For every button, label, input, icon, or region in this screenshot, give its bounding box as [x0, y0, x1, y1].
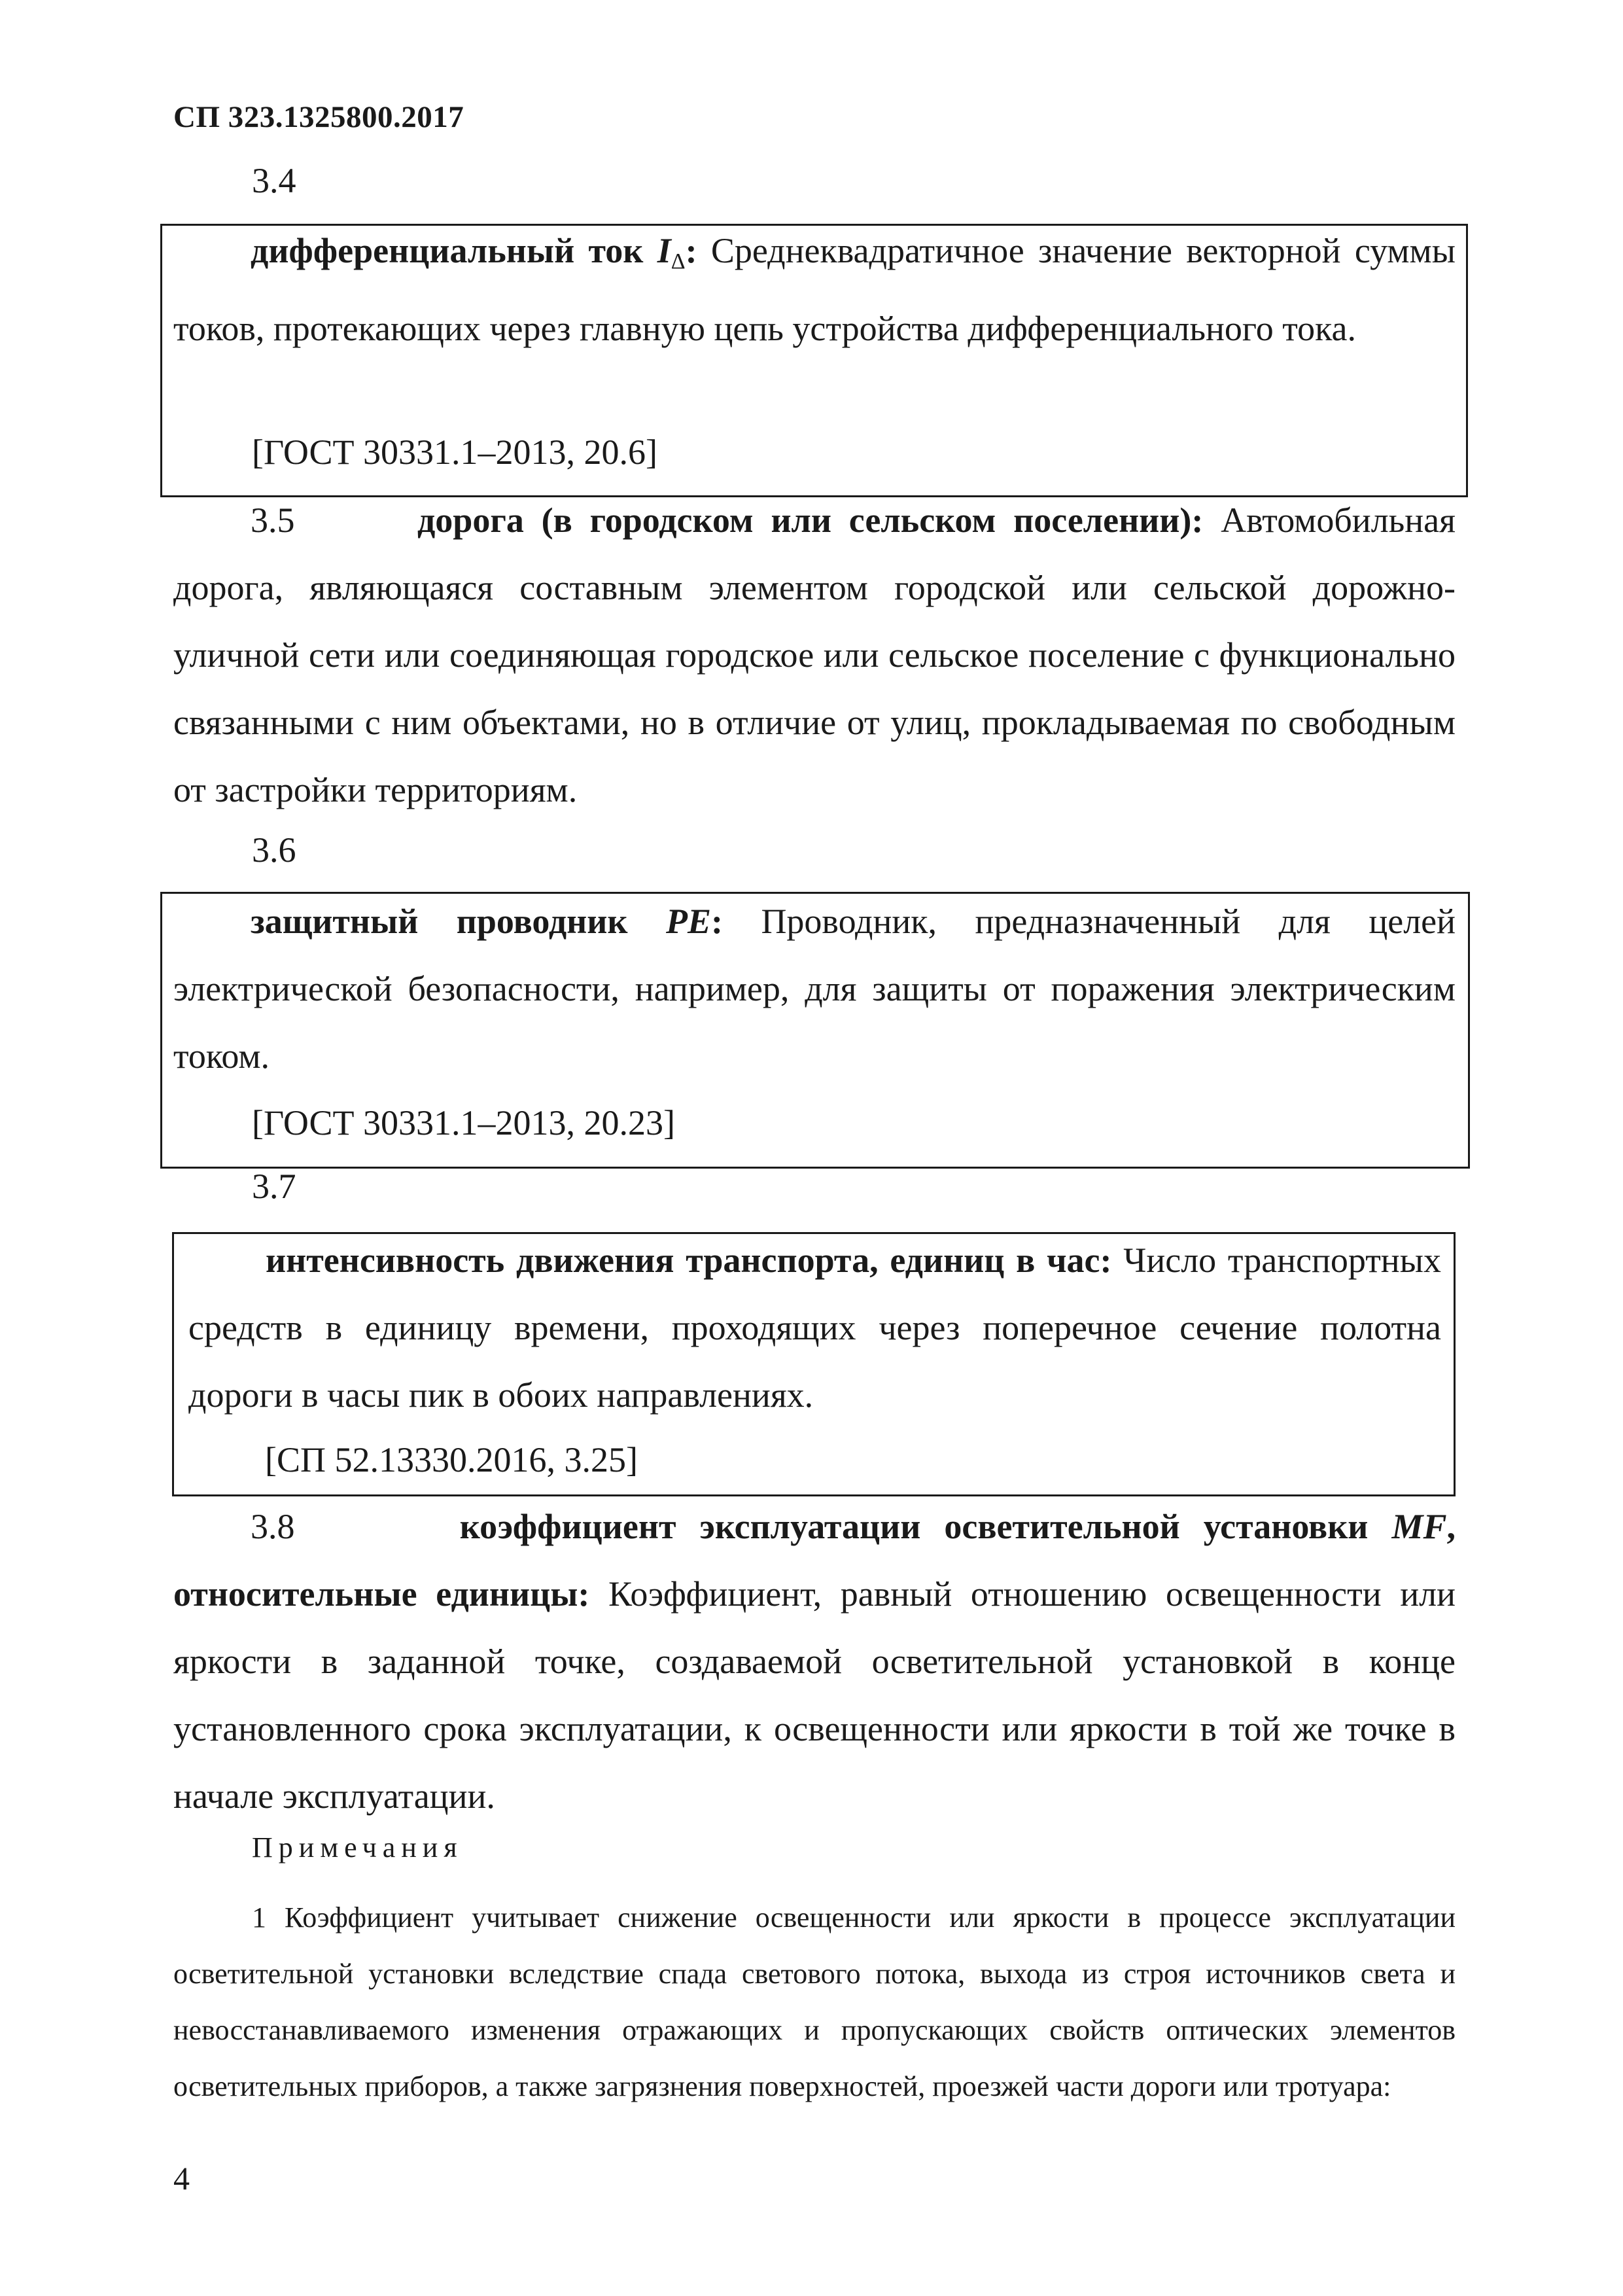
- symbol-pe: PE: [665, 902, 711, 941]
- section-3-6-definition: [173, 888, 1456, 1090]
- section-3-8-number: 3.8: [251, 1507, 295, 1546]
- page-number: 4: [173, 2160, 190, 2197]
- section-3-4-number: 3.4: [252, 161, 296, 200]
- notes-title: Примечания: [252, 1831, 463, 1863]
- section-3-6-reference: [ГОСТ 30331.1–2013, 20.23]: [252, 1103, 675, 1142]
- section-3-5-number: 3.5: [251, 501, 295, 540]
- note-item-1: 1 Коэффициент учитывает снижение освещенности или яркости в процессе эксплуатации осветительной установки вследствие спада светового потока, выхода из строя источников света и невосстанавливаемого изменения отражающих и пропускающих свойств оптических элементов осветительных приборов, а также загрязнения поверхностей, проезжей части дороги или тротуара:: [173, 1901, 1456, 2102]
- term-maintenance-factor: коэффициент эксплуатации осветительной установки: [459, 1507, 1369, 1546]
- definition-text: Среднеквадратичное значение векторной суммы токов, протекающих через главную цепь устройства дифференциального тока.: [173, 231, 1456, 348]
- term-road: дорога (в городском или сельском поселении):: [417, 501, 1204, 540]
- definition-text: Коэффициент, равный отношению освещенности или яркости в заданной точке, создаваемой осветительной установкой в конце установленного срока эксплуатации, к освещенности или яркости в той же точке в начале эксплуатации.: [173, 1574, 1456, 1816]
- section-3-4-definition: [173, 217, 1456, 362]
- section-3-7-number: 3.7: [252, 1167, 296, 1206]
- section-3-5-definition: [173, 487, 1456, 824]
- section-3-4-reference: [ГОСТ 30331.1–2013, 20.6]: [252, 433, 657, 472]
- term-traffic-intensity: интенсивность движения транспорта, единиц в час:: [266, 1241, 1112, 1280]
- definition-text: Число транспортных средств в единицу времени, проходящих через поперечное сечение полотна дороги в часы пик в обоих направлениях.: [188, 1241, 1441, 1415]
- definition-text: Проводник, предназначенный для целей электрической безопасности, например, для защиты от поражения электрическим током.: [173, 902, 1456, 1076]
- symbol-subscript-delta: Δ: [671, 249, 686, 274]
- section-3-8-definition: [173, 1493, 1456, 1830]
- symbol-i: I: [657, 231, 671, 270]
- term-colon: :: [685, 231, 697, 270]
- term-protective-conductor: защитный проводник: [251, 902, 628, 941]
- definition-text: Автомобильная дорога, являющаяся составным элементом городской или сельской дорожно-уличной сети или соединяющая городское или сельское поселение с функционально связанными с ним объектами, но в отличие от улиц, прокладываемая по свободным от застройки территориям.: [173, 501, 1456, 809]
- section-3-7-reference: [СП 52.13330.2016, 3.25]: [265, 1440, 638, 1479]
- symbol-mf: MF: [1391, 1507, 1447, 1546]
- term-differential-current: дифференциальный ток: [251, 231, 644, 270]
- section-3-6-number: 3.6: [252, 830, 296, 870]
- term-colon: :: [710, 902, 723, 941]
- section-3-7-definition: [188, 1227, 1441, 1429]
- term-tail: , относительные единицы:: [173, 1507, 1456, 1614]
- doc-code: СП 323.1325800.2017: [173, 100, 464, 134]
